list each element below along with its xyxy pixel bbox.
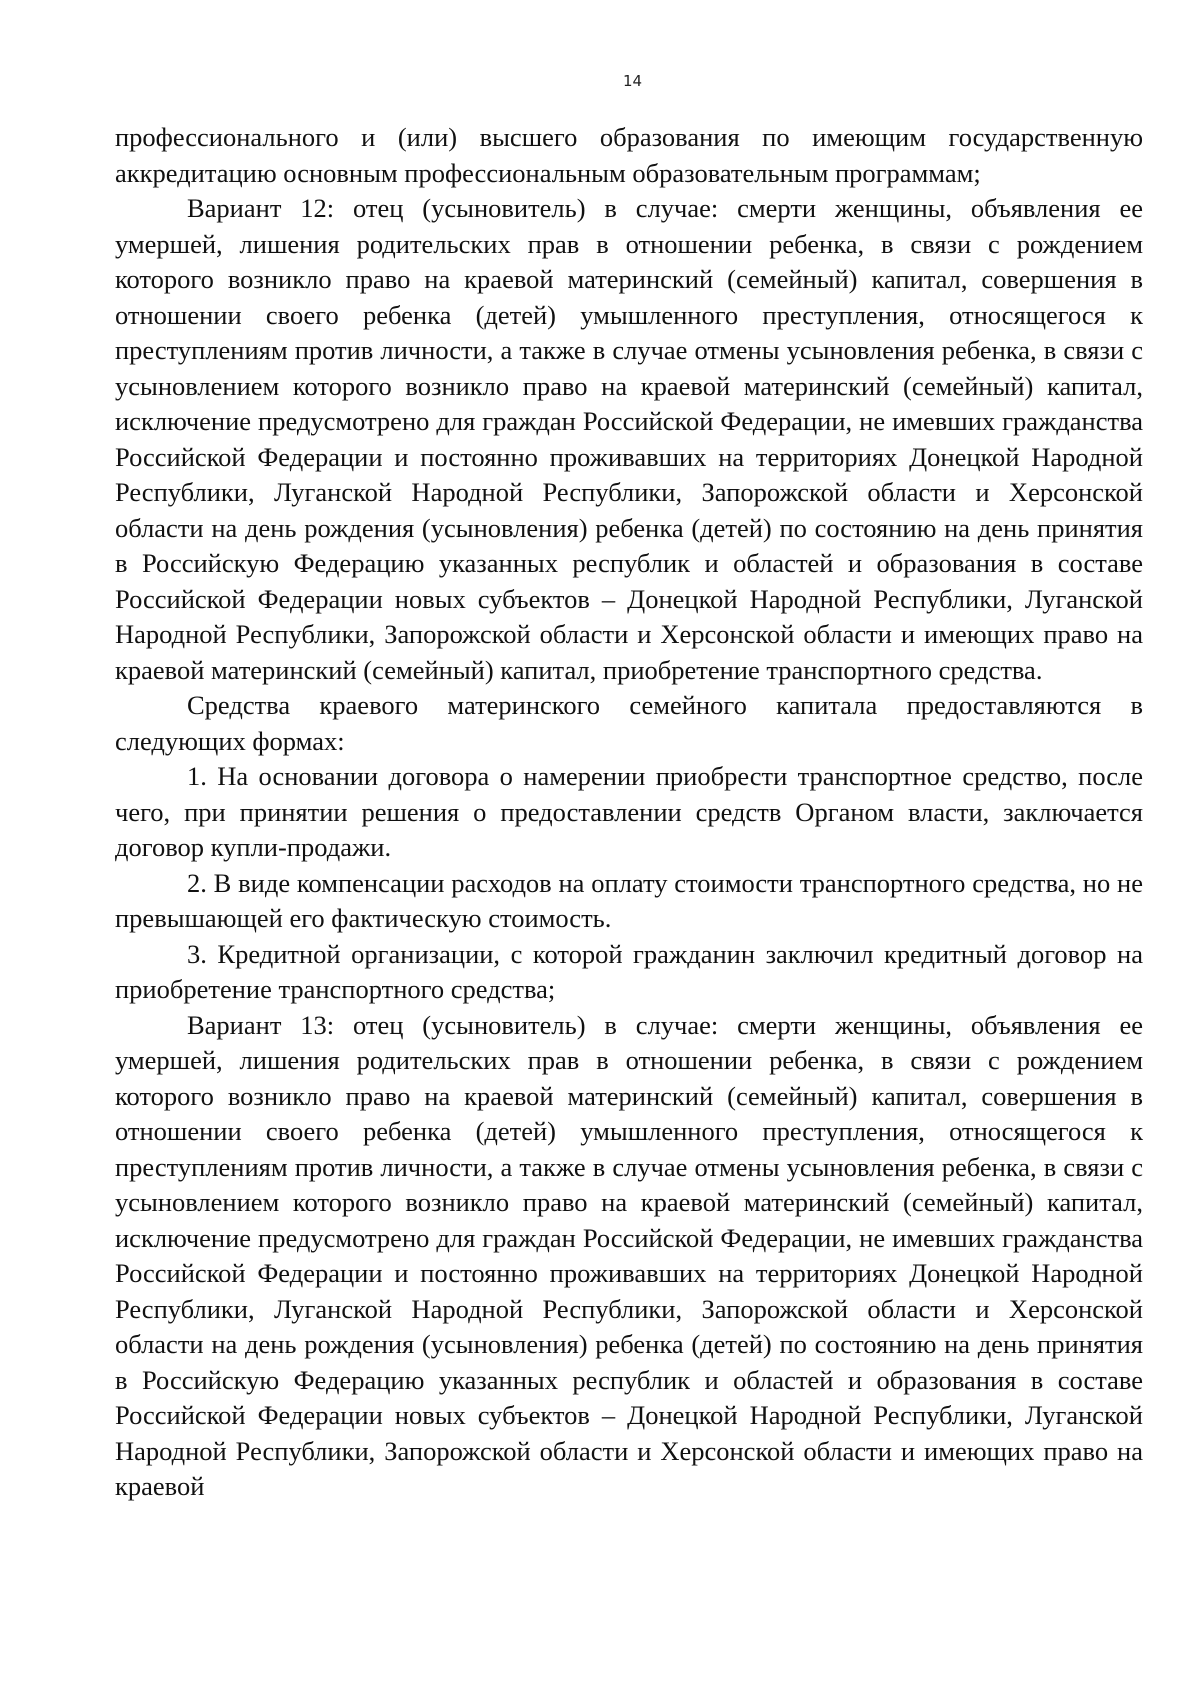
document-body	[115, 120, 1143, 1505]
paragraph-continuation: профессионального и (или) высшего образования по имеющим государственную аккредитацию основным профессиональным образовательным программам;	[115, 122, 1143, 188]
paragraph-variant-12: Вариант 12: отец (усыновитель) в случае: смерти женщины, объявления ее умершей, лишения родительских прав в отношении ребенка, в связи с рождением которого возникло право на краевой материнский (семейный) капитал, совершения в отношении своего ребенка (детей) умышленного преступления, относящегося к преступлениям против личности, а также в случае отмены усыновления ребенка, в связи с усыновлением которого возникло право на краевой материнский (семейный) капитал, исключение предусмотрено для граждан Российской Федерации, не имевших гражданства Российской Федерации и постоянно проживавших на территориях Донецкой Народной Республики, Луганской Народной Республики, Запорожской области и Херсонской области на день рождения (усыновления) ребенка (детей) по состоянию на день принятия в Российскую Федерацию указанных республик и областей и образования в составе Российской Федерации новых субъектов – Донецкой Народной Республики, Луганской Народной Республики, Запорожской области и Херсонской области и имеющих право на краевой материнский (семейный) капитал, приобретение транспортного средства.	[115, 193, 1143, 685]
paragraph-form-1: 1. На основании договора о намерении приобрести транспортное средство, после чего, при принятии решения о предоставлении средств Органом власти, заключается договор купли-продажи.	[115, 761, 1143, 862]
paragraph-forms-intro: Средства краевого материнского семейного капитала предоставляются в следующих формах:	[115, 690, 1143, 756]
paragraph-form-2: 2. В виде компенсации расходов на оплату стоимости транспортного средства, но не превышающей его фактическую стоимость.	[115, 867, 1143, 933]
paragraph-variant-13: Вариант 13: отец (усыновитель) в случае: смерти женщины, объявления ее умершей, лишения родительских прав в отношении ребенка, в связи с рождением которого возникло право на краевой материнский (семейный) капитал, совершения в отношении своего ребенка (детей) умышленного преступления, относящегося к преступлениям против личности, а также в случае отмены усыновления ребенка, в связи с усыновлением которого возникло право на краевой материнский (семейный) капитал, исключение предусмотрено для граждан Российской Федерации, не имевших гражданства Российской Федерации и постоянно проживавших на территориях Донецкой Народной Республики, Луганской Народной Республики, Запорожской области и Херсонской области на день рождения (усыновления) ребенка (детей) по состоянию на день принятия в Российскую Федерацию указанных республик и областей и образования в составе Российской Федерации новых субъектов – Донецкой Народной Республики, Луганской Народной Республики, Запорожской области и Херсонской области и имеющих право на краевой	[115, 1009, 1143, 1501]
page-number: 14	[622, 72, 643, 90]
paragraph-form-3: 3. Кредитной организации, с которой гражданин заключил кредитный договор на приобретение транспортного средства;	[115, 938, 1143, 1004]
